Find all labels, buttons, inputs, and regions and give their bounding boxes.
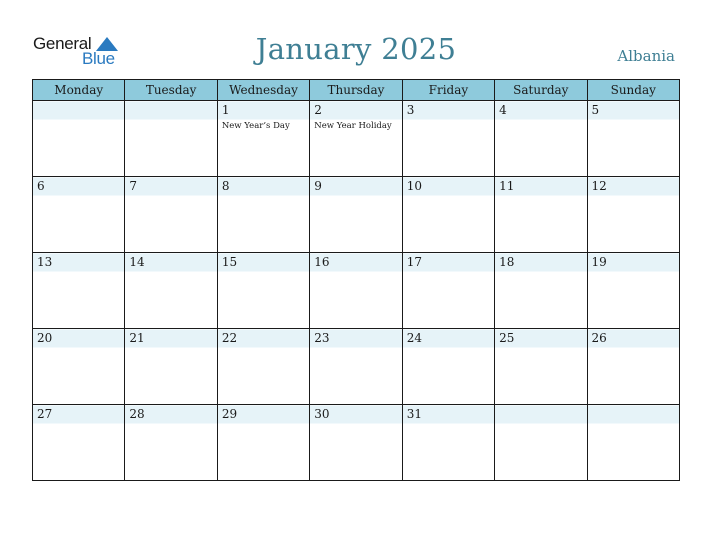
holiday-label (403, 271, 494, 273)
day-number: 24 (406, 331, 422, 345)
day-number: 17 (406, 255, 422, 269)
holiday-label (33, 347, 124, 349)
day-number: 4 (499, 103, 507, 117)
holiday-label (310, 271, 401, 273)
day-cell (33, 329, 125, 405)
day-number: 30 (314, 407, 330, 421)
weekday-saturday: Saturday (495, 80, 587, 101)
day-cell (495, 101, 587, 177)
day-number (588, 405, 679, 423)
week-row (33, 405, 680, 481)
logo-blue-text: Blue (82, 49, 115, 68)
day-cell (33, 253, 125, 329)
country-label: Albania (617, 47, 675, 65)
logo-general-text: General (33, 34, 92, 53)
day-number: 8 (221, 179, 230, 193)
day-cell (217, 253, 309, 329)
holiday-label (310, 195, 401, 197)
day-cell (402, 177, 494, 253)
holiday-label (218, 195, 309, 197)
day-number: 10 (406, 179, 422, 193)
day-number: 23 (314, 331, 330, 345)
day-cell (587, 253, 679, 329)
holiday-label (588, 119, 679, 121)
day-number: 19 (591, 255, 607, 269)
day-number: 3 (406, 103, 415, 117)
day-cell (33, 101, 125, 177)
day-number: 20 (37, 331, 53, 345)
holiday-label (125, 195, 216, 197)
holiday-label (495, 195, 586, 197)
day-number: 28 (129, 407, 145, 421)
weekday-friday: Friday (402, 80, 494, 101)
holiday-label (218, 347, 309, 349)
holiday-label (495, 423, 586, 425)
holiday-label (310, 347, 401, 349)
day-cell (33, 177, 125, 253)
day-cell (495, 405, 587, 481)
day-cell (310, 329, 402, 405)
holiday-label (33, 119, 124, 121)
day-number: 14 (129, 255, 145, 269)
week-row (33, 177, 680, 253)
day-number: 7 (129, 179, 138, 193)
holiday-label (310, 423, 401, 425)
holiday-label (588, 423, 679, 425)
holiday-label (495, 119, 586, 121)
day-number: 22 (221, 331, 238, 345)
day-cell (125, 253, 217, 329)
weekday-tuesday: Tuesday (125, 80, 217, 101)
holiday-label (403, 195, 494, 197)
day-number: 13 (37, 255, 53, 269)
day-number (125, 101, 216, 119)
holiday-label (33, 195, 124, 197)
weekday-monday: Monday (33, 80, 125, 101)
day-cell (587, 177, 679, 253)
holiday-label: New Year’s Day (221, 121, 290, 131)
day-number: 9 (314, 179, 322, 193)
day-cell (310, 253, 402, 329)
holiday-label (495, 271, 586, 273)
holiday-label (403, 347, 494, 349)
holiday-label (218, 423, 309, 425)
day-cell (125, 405, 217, 481)
day-cell (402, 101, 494, 177)
week-row (33, 101, 680, 177)
day-number: 12 (591, 179, 607, 193)
week-row (33, 329, 680, 405)
day-cell (402, 405, 494, 481)
day-number: 5 (591, 103, 600, 117)
weekday-sunday: Sunday (587, 80, 679, 101)
day-cell (217, 101, 309, 177)
day-number: 25 (499, 331, 515, 345)
weekday-thursday: Thursday (310, 80, 402, 101)
calendar-grid (32, 79, 680, 481)
day-number: 1 (221, 103, 230, 117)
holiday-label (33, 423, 124, 425)
day-cell (33, 405, 125, 481)
holiday-label (588, 195, 679, 197)
weekday-header-row (33, 80, 680, 101)
day-cell (217, 177, 309, 253)
day-cell (587, 405, 679, 481)
day-cell (402, 329, 494, 405)
holiday-label (403, 119, 494, 121)
day-number (33, 101, 124, 119)
day-cell (495, 177, 587, 253)
day-cell (310, 177, 402, 253)
day-cell (495, 253, 587, 329)
holiday-label (33, 271, 124, 273)
day-number: 29 (221, 407, 238, 421)
holiday-label (125, 119, 216, 121)
day-cell (125, 101, 217, 177)
day-cell (587, 329, 679, 405)
day-cell (587, 101, 679, 177)
weekday-wednesday: Wednesday (217, 80, 309, 101)
day-number: 18 (499, 255, 515, 269)
day-cell (495, 329, 587, 405)
day-number: 11 (499, 179, 515, 193)
day-cell (217, 405, 309, 481)
day-number: 16 (314, 255, 330, 269)
day-cell (310, 405, 402, 481)
holiday-label (125, 271, 216, 273)
holiday-label (495, 347, 586, 349)
day-number (495, 405, 586, 423)
day-cell (125, 177, 217, 253)
day-number: 2 (314, 103, 322, 117)
week-row (33, 253, 680, 329)
holiday-label (588, 271, 679, 273)
holiday-label (218, 271, 309, 273)
day-number: 27 (37, 407, 53, 421)
day-cell (217, 329, 309, 405)
day-number: 15 (221, 255, 238, 269)
holiday-label: New Year Holiday (314, 121, 392, 131)
day-cell (310, 101, 402, 177)
holiday-label (125, 347, 216, 349)
day-cell (125, 329, 217, 405)
calendar-title: January 2025 (255, 32, 457, 66)
day-number: 6 (37, 179, 45, 193)
holiday-label (125, 423, 216, 425)
day-cell (402, 253, 494, 329)
holiday-label (588, 347, 679, 349)
day-number: 26 (591, 331, 607, 345)
holiday-label (403, 423, 494, 425)
day-number: 21 (129, 331, 145, 345)
day-number: 31 (406, 407, 422, 421)
